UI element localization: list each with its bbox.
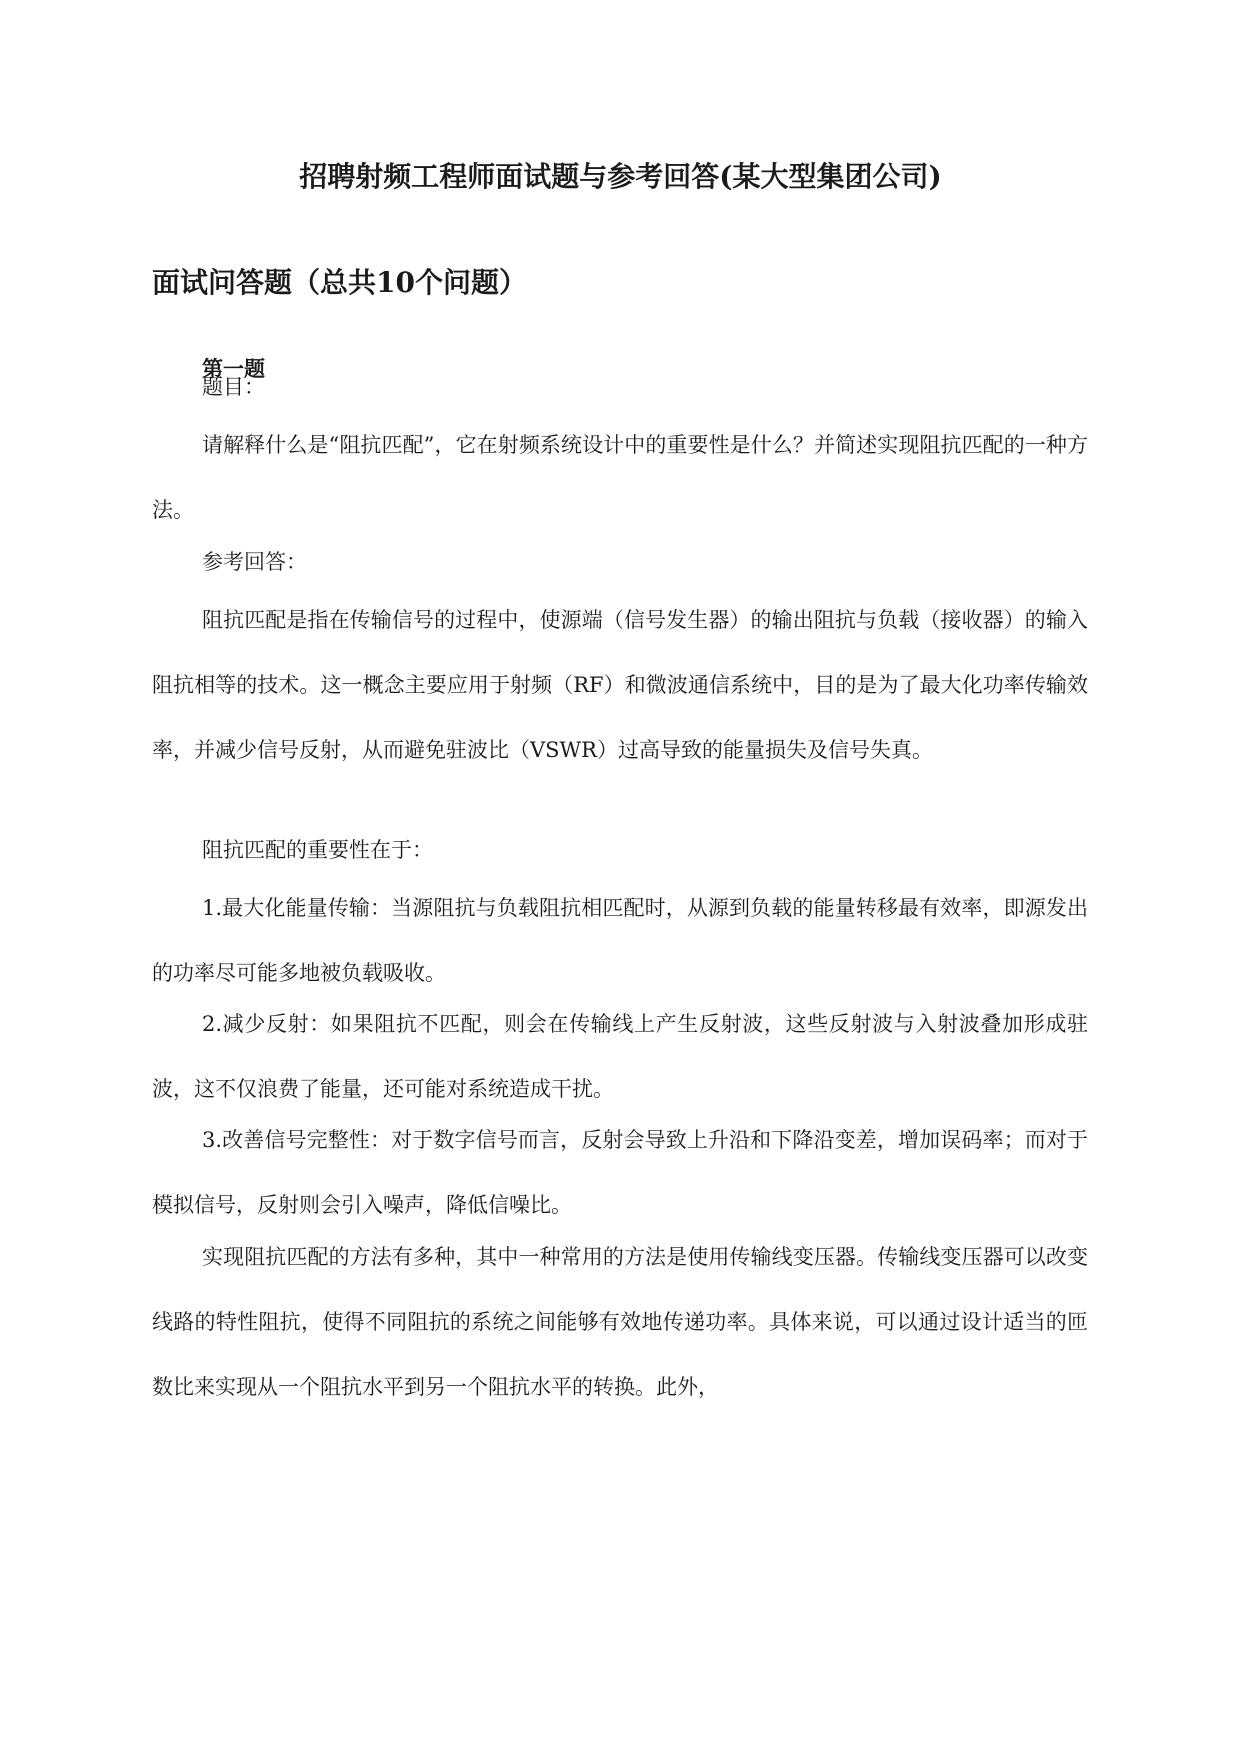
document-title: 招聘射频工程师面试题与参考回答(某大型集团公司): [299, 160, 942, 193]
answer-paragraph-1: 阻抗匹配是指在传输信号的过程中，使源端（信号发生器）的输出阻抗与负载（接收器）的输入阻抗相等的技术。这一概念主要应用于射频（RF）和微波通信系统中，目的是为了最大化功率传输效率，并减少信号反射，从而避免驻波比（VSWR）过高导致的能量损失及信号失真。: [152, 608, 1088, 762]
question-heading: 第一题: [202, 356, 265, 381]
question-text: 请解释什么是“阻抗匹配”，它在射频系统设计中的重要性是什么？并简述实现阻抗匹配的一种方法。: [152, 433, 1088, 522]
answer-paragraph-6: 实现阻抗匹配的方法有多种，其中一种常用的方法是使用传输线变压器。传输线变压器可以改变线路的特性阻抗，使得不同阻抗的系统之间能够有效地传递功率。具体来说，可以通过设计适当的匝数比来实现从一个阻抗水平到另一个阻抗水平的转换。此外，: [152, 1245, 1088, 1399]
answer-label: 参考回答：: [202, 550, 307, 574]
answer-paragraph-2: 阻抗匹配的重要性在于：: [202, 838, 433, 862]
answer-paragraph-3: 1.最大化能量传输：当源阻抗与负载阻抗相匹配时，从源到负载的能量转移最有效率，即源发出的功率尽可能多地被负载吸收。: [152, 896, 1088, 985]
answer-paragraph-5: 3.改善信号完整性：对于数字信号而言，反射会导致上升沿和下降沿变差，增加误码率；而对于模拟信号，反射则会引入噪声，降低信噪比。: [152, 1128, 1088, 1217]
section-heading: 面试问答题（总共10个问题）: [152, 266, 527, 299]
question-label: 题目：: [202, 375, 265, 399]
answer-paragraph-4: 2.减少反射：如果阻抗不匹配，则会在传输线上产生反射波，这些反射波与入射波叠加形成驻波，这不仅浪费了能量，还可能对系统造成干扰。: [152, 1012, 1088, 1101]
